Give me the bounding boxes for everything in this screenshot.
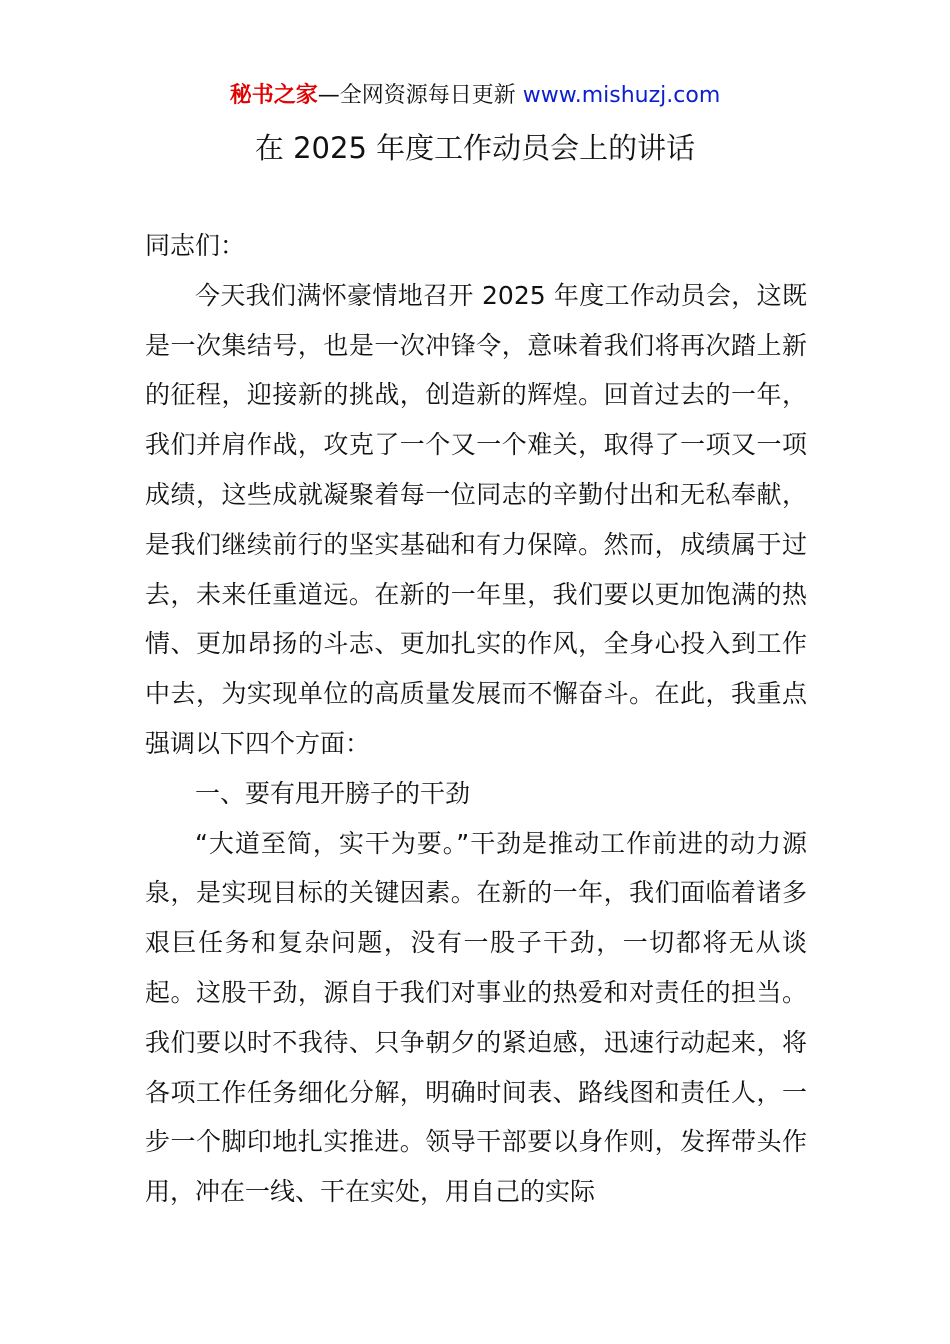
document-title: 在 2025 年度工作动员会上的讲话	[254, 131, 696, 165]
site-brand: 秘书之家	[229, 83, 318, 108]
site-tagline: —全网资源每日更新	[317, 83, 516, 108]
body-paragraph: 今天我们满怀豪情地召开 2025 年度工作动员会，这既是一次集结号，也是一次冲锋令，意味着我们将再次踏上新的征程，迎接新的挑战，创造新的辉煌。回首过去的一年，我们并肩作战，攻克了一个又一个难关，取得了一项又一项成绩，这些成就凝聚着每一位同志的辛勤付出和无私奉献，是我们继续前行的坚实基础和有力保障。然而，成绩属于过去，未来任重道远。在新的一年里，我们要以更加饱满的热情、更加昂扬的斗志、更加扎实的作风，全身心投入到工作中去，为实现单位的高质量发展而不懈奋斗。在此，我重点强调以下四个方面：	[145, 280, 807, 758]
salutation: 同志们：	[145, 231, 246, 260]
section-heading: 一、要有甩开膀子的干劲	[195, 778, 471, 808]
site-header	[0, 80, 950, 112]
document-body	[145, 221, 807, 1217]
site-url-link[interactable]: www.mishuzj.com	[522, 83, 721, 108]
body-paragraph: “大道至简，实干为要。”干劲是推动工作前进的动力源泉，是实现目标的关键因素。在新的一年，我们面临着诸多艰巨任务和复杂问题，没有一股子干劲，一切都将无从谈起。这股干劲，源自于我们对事业的热爱和对责任的担当。我们要以时不我待、只争朝夕的紧迫感，迅速行动起来，将各项工作任务细化分解，明确时间表、路线图和责任人，一步一个脚印地扎实推进。领导干部要以身作则，发挥带头作用，冲在一线、干在实处，用自己的实际	[145, 828, 807, 1207]
